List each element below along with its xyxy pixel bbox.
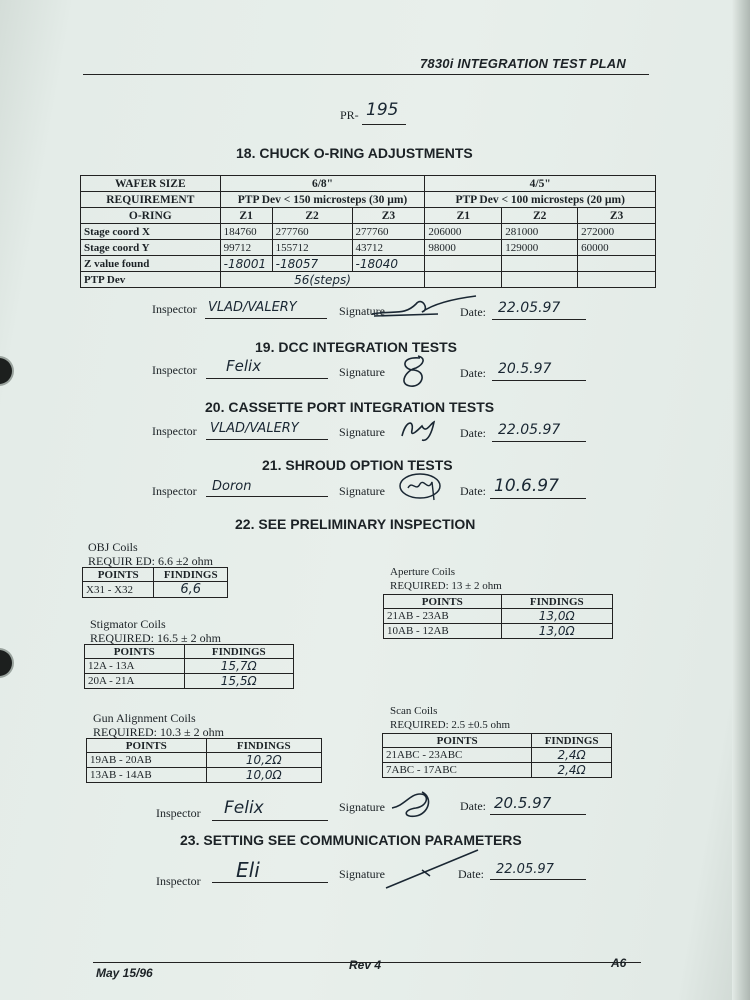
handwritten-cell: -18040 <box>352 256 425 272</box>
pr-prefix: PR- <box>340 108 359 122</box>
pr-underline <box>362 124 406 125</box>
inspector-underline <box>206 439 328 440</box>
points-cell: 13AB - 14AB <box>87 768 207 783</box>
scan-coils-table <box>382 733 612 778</box>
section-20-title: 20. CASSETTE PORT INTEGRATION TESTS <box>205 399 495 415</box>
date-value: 20.5.97 <box>498 361 552 377</box>
signature-scribble <box>394 470 450 504</box>
requirement-b: PTP Dev < 100 microsteps (20 µm) <box>425 192 656 208</box>
inspector-label: Inspector <box>152 363 197 377</box>
cell <box>425 256 502 272</box>
gun-coils-required: REQUIRED: 10.3 ± 2 ohm <box>93 725 224 739</box>
section-18-title: 18. CHUCK O-RING ADJUSTMENTS <box>236 145 473 161</box>
findings-cell: 2,4Ω <box>532 748 612 763</box>
handwritten-cell: -18001 <box>220 256 272 272</box>
zone-header: Z3 <box>578 208 656 224</box>
signature-scribble <box>390 786 440 820</box>
points-cell: 12A - 13A <box>85 659 185 674</box>
zone-header: Z1 <box>425 208 502 224</box>
findings-cell: 13,0Ω <box>501 609 613 624</box>
findings-cell: 15,5Ω <box>184 674 294 689</box>
gun-coils-table <box>86 738 322 783</box>
inspector-name: VLAD/VALERY <box>210 421 299 436</box>
points-header: POINTS <box>83 568 154 582</box>
obj-coils-table <box>82 567 228 598</box>
oring-label: O-RING <box>81 208 221 224</box>
findings-cell: 10,0Ω <box>206 768 321 783</box>
date-label: Date: <box>460 426 486 440</box>
points-header: POINTS <box>383 734 532 748</box>
findings-cell: 6,6 <box>154 582 228 598</box>
inspector-name: VLAD/VALERY <box>208 300 297 315</box>
page-edge-stack <box>732 0 750 1000</box>
footer-date: May 15/96 <box>96 966 153 980</box>
section-23-title: 23. SETTING SEE COMMUNICATION PARAMETERS <box>180 832 522 848</box>
wafer-size-b: 4/5" <box>425 176 656 192</box>
cell <box>578 272 656 288</box>
row-label: Z value found <box>81 256 221 272</box>
signature-label: Signature <box>339 484 385 498</box>
points-cell: 21AB - 23AB <box>384 609 502 624</box>
table-row <box>384 609 613 624</box>
table-row <box>85 674 294 689</box>
zone-header: Z1 <box>220 208 272 224</box>
table-row <box>383 748 612 763</box>
points-cell: 19AB - 20AB <box>87 753 207 768</box>
obj-coils-required: REQUIR ED: 6.6 ±2 ohm <box>88 554 213 568</box>
inspector-name: Doron <box>212 479 252 494</box>
wafer-size-a: 6/8" <box>220 176 425 192</box>
table-row <box>81 224 656 240</box>
inspector-label: Inspector <box>152 424 197 438</box>
inspector-name: Felix <box>226 357 262 375</box>
aperture-coils-table <box>383 594 613 639</box>
date-label: Date: <box>458 867 484 881</box>
cell: 98000 <box>425 240 502 256</box>
date-underline <box>492 441 586 442</box>
cell <box>502 256 578 272</box>
cell: 184760 <box>220 224 272 240</box>
date-value: 10.6.97 <box>494 476 559 496</box>
date-value: 20.5.97 <box>494 794 552 812</box>
date-underline <box>492 319 586 320</box>
cell: 43712 <box>352 240 425 256</box>
document-title: 7830i INTEGRATION TEST PLAN <box>420 56 626 71</box>
inspector-label: Inspector <box>152 302 197 316</box>
date-label: Date: <box>460 484 486 498</box>
cell: 60000 <box>578 240 656 256</box>
zone-header: Z3 <box>352 208 425 224</box>
table-row <box>384 624 613 639</box>
inspector-name: Eli <box>236 858 260 882</box>
stigmator-coils-table <box>84 644 294 689</box>
cell: 277760 <box>272 224 352 240</box>
cell <box>502 272 578 288</box>
findings-header: FINDINGS <box>501 595 613 609</box>
inspector-underline <box>212 882 328 883</box>
cell: 206000 <box>425 224 502 240</box>
inspector-name: Felix <box>224 798 264 818</box>
requirement-label: REQUIREMENT <box>81 192 221 208</box>
inspector-label: Inspector <box>152 484 197 498</box>
points-cell: 10AB - 12AB <box>384 624 502 639</box>
table-row <box>83 582 228 598</box>
date-underline <box>492 380 586 381</box>
cell: 277760 <box>352 224 425 240</box>
row-label: PTP Dev <box>81 272 221 288</box>
date-label: Date: <box>460 366 486 380</box>
scan-coils-name: Scan Coils <box>390 705 438 717</box>
footer-revision: Rev 4 <box>349 958 382 972</box>
table-row <box>85 659 294 674</box>
date-underline <box>490 879 586 880</box>
wafer-size-label: WAFER SIZE <box>81 176 221 192</box>
signature-label: Signature <box>339 425 385 439</box>
findings-cell: 13,0Ω <box>501 624 613 639</box>
inspector-underline <box>206 496 328 497</box>
table-row <box>81 240 656 256</box>
aperture-coils-required: REQUIRED: 13 ± 2 ohm <box>390 580 502 592</box>
cell: 272000 <box>578 224 656 240</box>
signature-label: Signature <box>339 867 385 881</box>
requirement-a: PTP Dev < 150 microsteps (30 µm) <box>220 192 425 208</box>
zone-header: Z2 <box>272 208 352 224</box>
cell: 129000 <box>502 240 578 256</box>
table-row <box>87 753 322 768</box>
aperture-coils-name: Aperture Coils <box>390 566 456 578</box>
chuck-oring-table <box>80 175 656 288</box>
points-header: POINTS <box>384 595 502 609</box>
findings-header: FINDINGS <box>154 568 228 582</box>
inspector-label: Inspector <box>156 806 201 820</box>
cell: 281000 <box>502 224 578 240</box>
table-row <box>81 256 656 272</box>
scan-coils-required: REQUIRED: 2.5 ±0.5 ohm <box>390 719 511 731</box>
cell: 99712 <box>220 240 272 256</box>
points-cell: 20A - 21A <box>85 674 185 689</box>
table-row <box>87 768 322 783</box>
date-underline <box>490 498 586 499</box>
pr-number: 195 <box>366 100 399 120</box>
handwritten-cell: -18057 <box>272 256 352 272</box>
table-row <box>81 272 656 288</box>
date-label: Date: <box>460 305 486 319</box>
obj-coils-name: OBJ Coils <box>88 540 138 554</box>
findings-cell: 15,7Ω <box>184 659 294 674</box>
findings-header: FINDINGS <box>532 734 612 748</box>
inspector-underline <box>205 318 327 319</box>
signature-scribble <box>398 416 442 444</box>
date-label: Date: <box>460 799 486 813</box>
points-cell: 21ABC - 23ABC <box>383 748 532 763</box>
signature-scribble <box>394 352 434 392</box>
cell <box>425 272 502 288</box>
stigmator-coils-name: Stigmator Coils <box>90 617 166 631</box>
findings-header: FINDINGS <box>206 739 321 753</box>
cell: 155712 <box>272 240 352 256</box>
row-label: Stage coord Y <box>81 240 221 256</box>
date-value: 22.05.97 <box>498 422 561 438</box>
gun-coils-name: Gun Alignment Coils <box>93 711 196 725</box>
points-cell: X31 - X32 <box>83 582 154 598</box>
findings-cell: 2,4Ω <box>532 763 612 778</box>
section-19-title: 19. DCC INTEGRATION TESTS <box>255 339 457 355</box>
findings-cell: 10,2Ω <box>206 753 321 768</box>
date-value: 22.05.97 <box>498 300 561 316</box>
inspector-label: Inspector <box>156 874 201 888</box>
signature-label: Signature <box>339 365 385 379</box>
findings-header: FINDINGS <box>184 645 294 659</box>
signature-label: Signature <box>339 304 385 318</box>
zone-header: Z2 <box>502 208 578 224</box>
date-value: 22.05.97 <box>496 862 554 877</box>
header-rule <box>83 74 649 75</box>
points-cell: 7ABC - 17ABC <box>383 763 532 778</box>
signature-label: Signature <box>339 800 385 814</box>
date-underline <box>490 814 586 815</box>
stigmator-coils-required: REQUIRED: 16.5 ± 2 ohm <box>90 631 221 645</box>
ptp-value: 56(steps) <box>220 272 425 288</box>
section-22-title: 22. SEE PRELIMINARY INSPECTION <box>235 516 476 532</box>
cell <box>578 256 656 272</box>
inspector-underline <box>212 820 328 821</box>
table-row <box>383 763 612 778</box>
inspector-underline <box>206 378 328 379</box>
points-header: POINTS <box>85 645 185 659</box>
points-header: POINTS <box>87 739 207 753</box>
row-label: Stage coord X <box>81 224 221 240</box>
section-21-title: 21. SHROUD OPTION TESTS <box>262 457 453 473</box>
footer-page-number: A6 <box>611 956 627 970</box>
